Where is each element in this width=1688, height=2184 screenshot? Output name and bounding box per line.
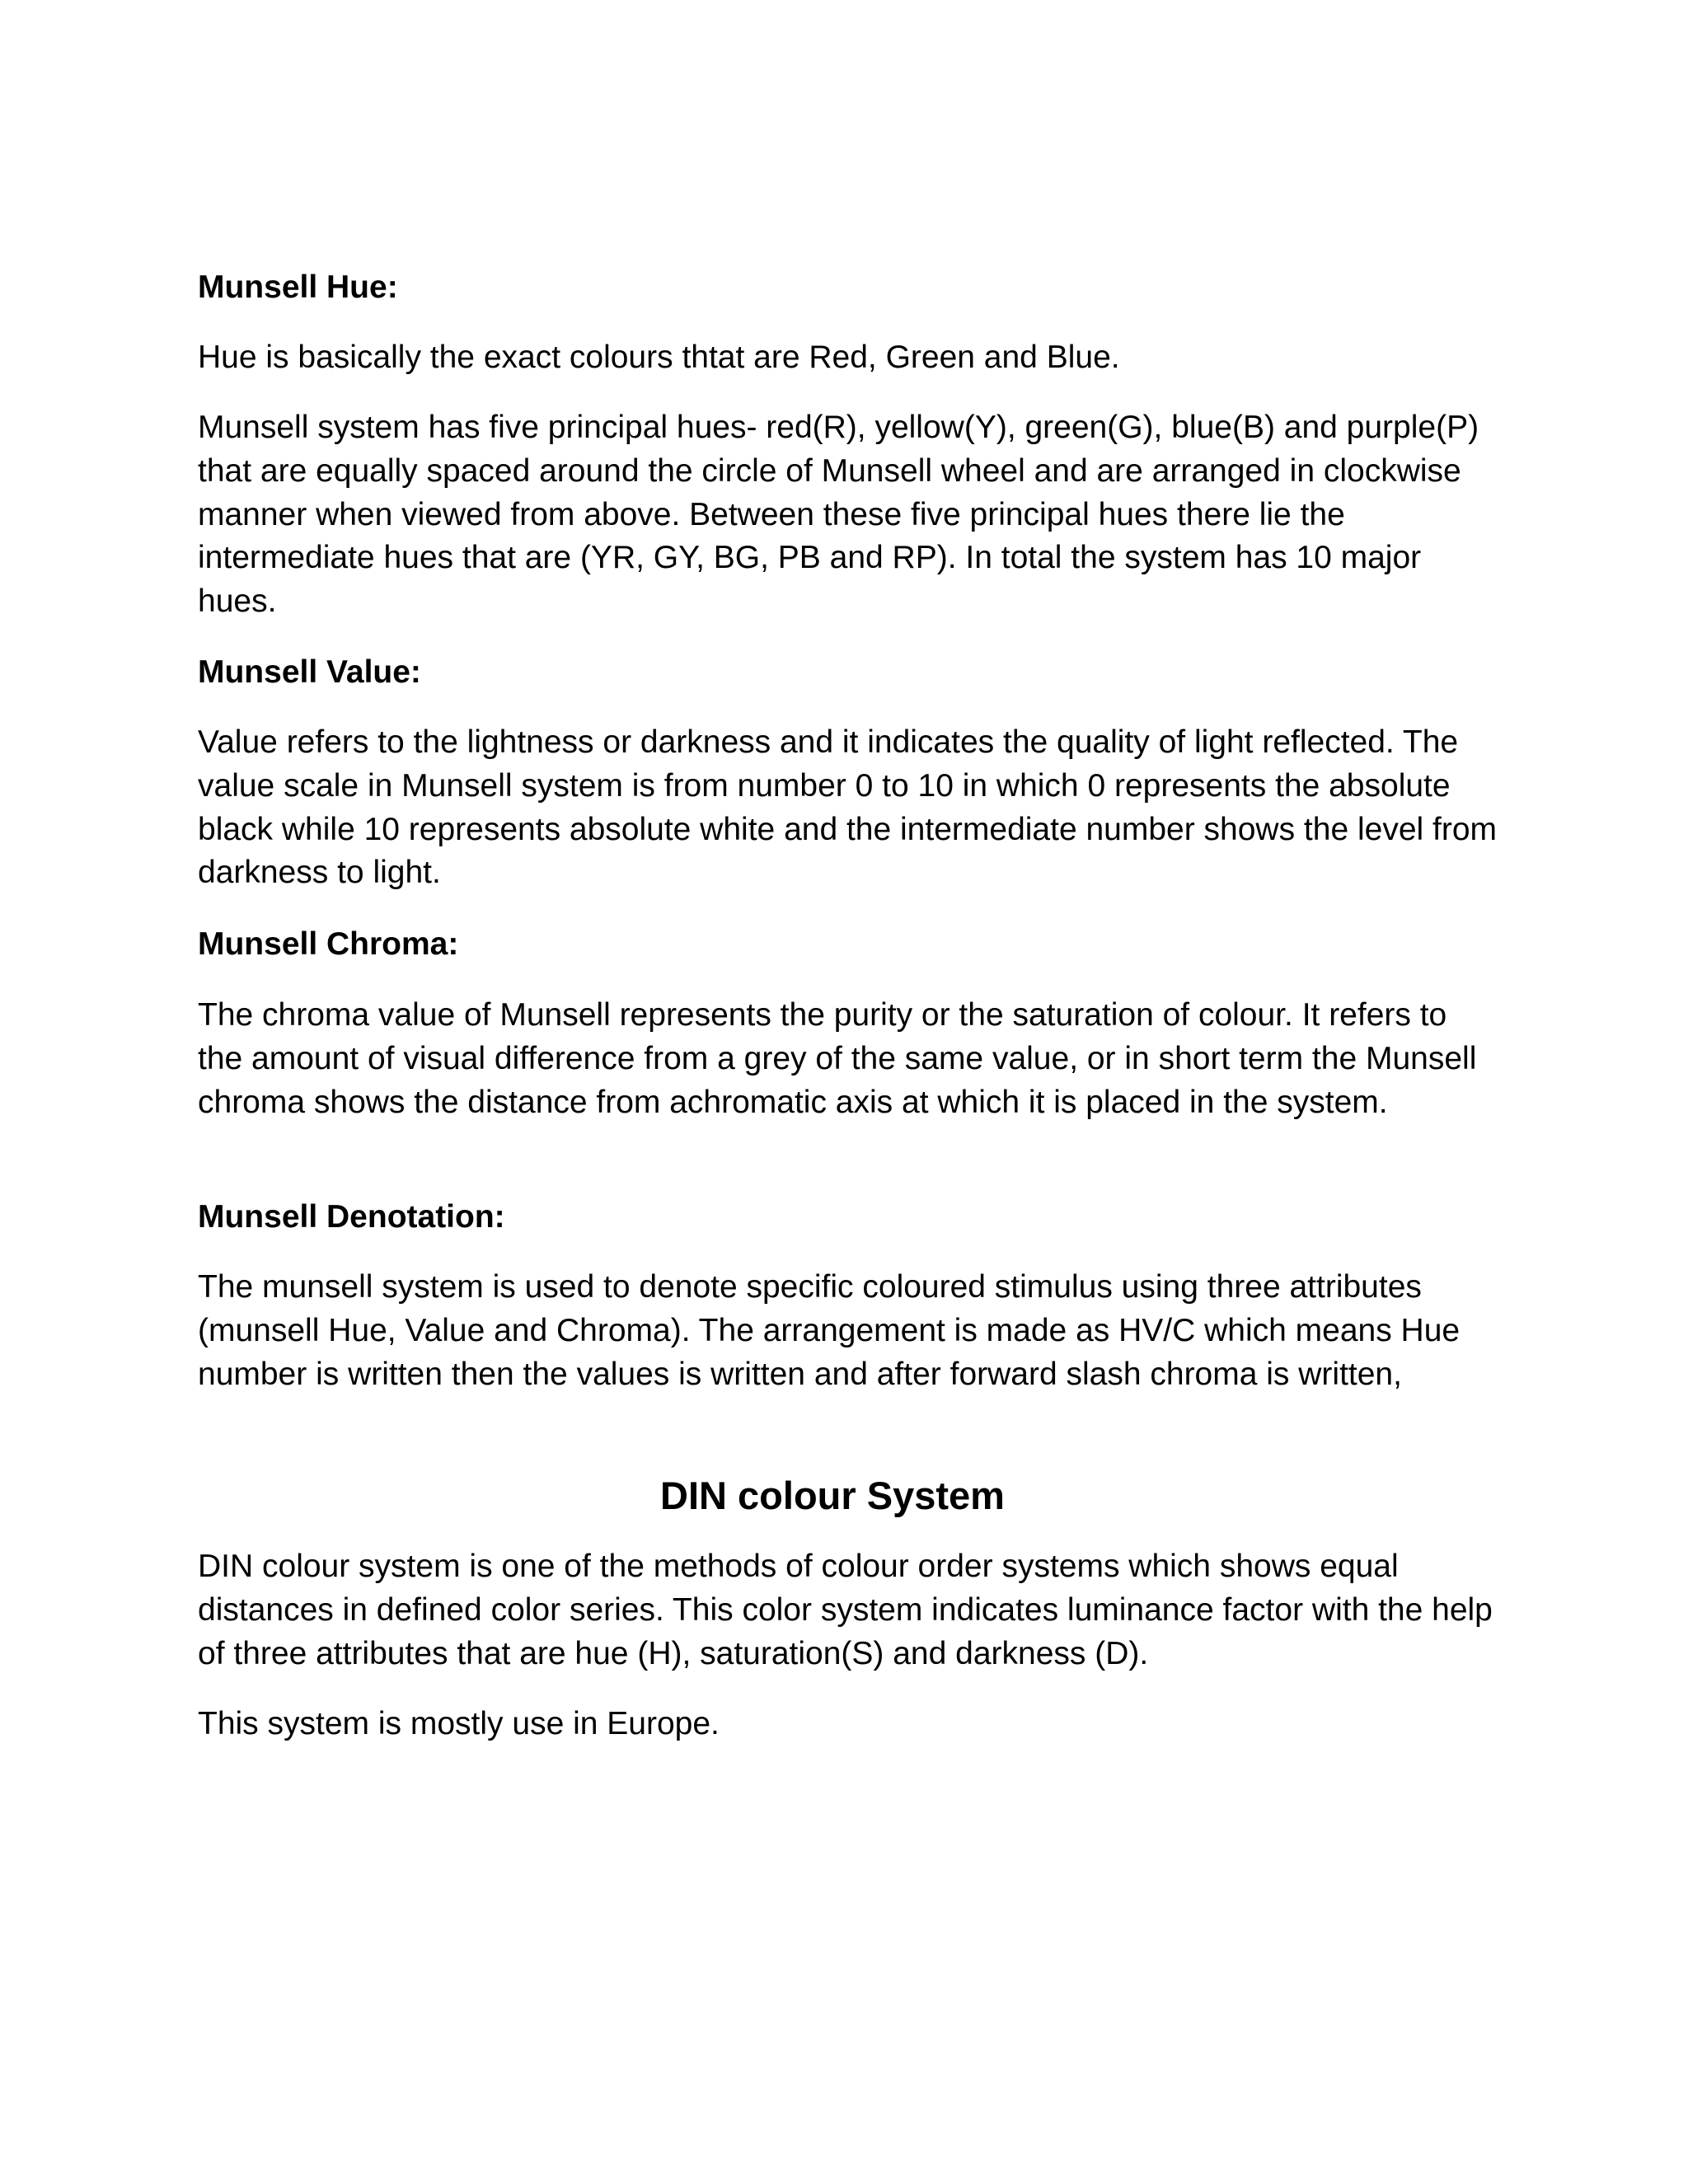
paragraph-principal-hues: Munsell system has five principal hues- red(R), yellow(Y), green(G), blue(B) and purple(P) that are equally spaced around the circle of Munsell wheel and are arranged in clockwise manner when viewed from above. Between these five principal hues there lie the intermediate hues that are (YR, GY, BG, PB and RP). In total the system has 10 major hues.	[198, 410, 1479, 620]
paragraph-value-definition: Value refers to the lightness or darkness and it indicates the quality of light reflected. The value scale in Munsell system is from number 0 to 10 in which 0 represents the absolute black while 10 represents absolute white and the intermediate number shows the level from darkness to light.	[198, 724, 1498, 891]
section-title-din: DIN colour System	[660, 1474, 1005, 1517]
paragraph-hue-definition: Hue is basically the exact colours thtat are Red, Green and Blue.	[198, 340, 1120, 375]
heading-munsell-hue: Munsell Hue:	[198, 269, 398, 305]
paragraph-chroma-definition: The chroma value of Munsell represents the purity or the saturation of colour. It refers to the amount of visual difference from a grey of the same value, or in short term the Munsell chroma shows the distance from achromatic axis at which it is placed in the system.	[198, 997, 1477, 1120]
paragraph-din-definition: DIN colour system is one of the methods of colour order systems which shows equal distances in defined color series. This color system indicates luminance factor with the help of three attributes that are hue (H), saturation(S) and darkness (D).	[198, 1549, 1493, 1671]
heading-munsell-chroma: Munsell Chroma:	[198, 926, 459, 962]
heading-munsell-value: Munsell Value:	[198, 654, 421, 690]
heading-munsell-denotation: Munsell Denotation:	[198, 1199, 505, 1235]
paragraph-din-usage: This system is mostly use in Europe.	[198, 1706, 720, 1741]
paragraph-denotation-definition: The munsell system is used to denote specific coloured stimulus using three attributes (munsell Hue, Value and Chroma). The arrangement is made as HV/C which means Hue number is written then the values is written and after forward slash chroma is written,	[198, 1269, 1461, 1392]
